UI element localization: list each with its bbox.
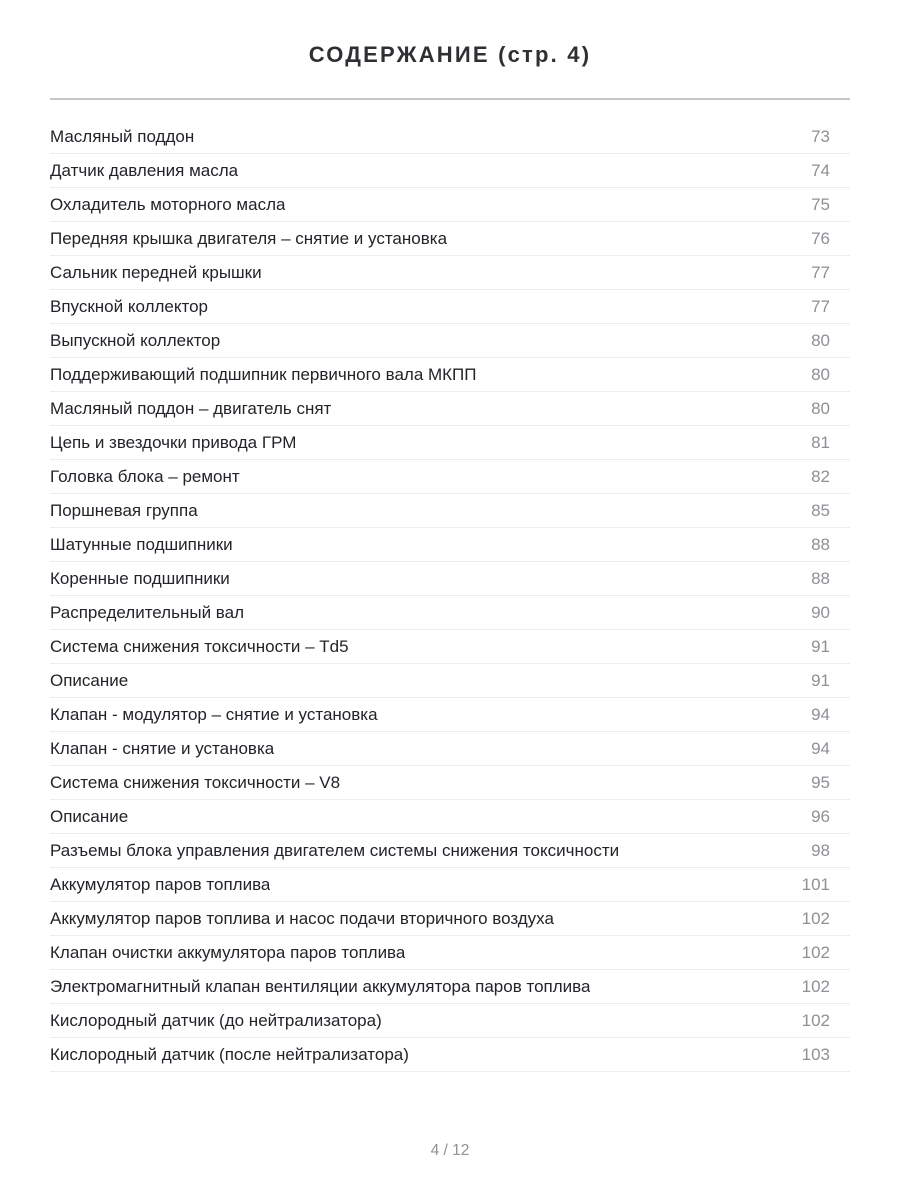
toc-entry-label: Распределительный вал	[50, 602, 244, 622]
toc-entry[interactable]	[50, 188, 850, 222]
toc-entry-page-number: 101	[801, 874, 830, 894]
toc-entry-label: Система снижения токсичности – V8	[50, 772, 341, 792]
toc-entry-page-number: 85	[811, 500, 830, 520]
toc-entry[interactable]	[50, 766, 850, 800]
page-indicator: 4 / 12	[430, 1142, 470, 1159]
toc-entry-page-number: 102	[801, 1010, 830, 1030]
toc-entry[interactable]	[50, 120, 850, 154]
toc-entry[interactable]	[50, 460, 850, 494]
toc-entry[interactable]	[50, 698, 850, 732]
toc-entry[interactable]	[50, 528, 850, 562]
toc-entry-label: Клапан - модулятор – снятие и установка	[50, 704, 378, 724]
toc-entry-label: Система снижения токсичности – Td5	[50, 636, 349, 656]
toc-entry-label: Разъемы блока управления двигателем системы снижения токсичности	[50, 840, 620, 860]
toc-entry-label: Головка блока – ремонт	[50, 466, 240, 486]
toc-entry[interactable]	[50, 562, 850, 596]
toc-entry-page-number: 94	[811, 704, 830, 724]
toc-entry[interactable]	[50, 936, 850, 970]
toc-entry-page-number: 77	[811, 296, 830, 316]
toc-entry-label: Передняя крышка двигателя – снятие и установка	[50, 228, 448, 248]
toc-entry-page-number: 81	[811, 432, 830, 452]
toc-entry-label: Аккумулятор паров топлива и насос подачи вторичного воздуха	[50, 908, 554, 928]
header-divider	[50, 98, 850, 100]
toc-entry-label: Впускной коллектор	[50, 296, 208, 316]
toc-entry-page-number: 76	[811, 228, 830, 248]
toc-entry[interactable]	[50, 834, 850, 868]
toc-entry[interactable]	[50, 324, 850, 358]
toc-entry-label: Цепь и звездочки привода ГРМ	[50, 432, 297, 452]
toc-entry-page-number: 88	[811, 534, 830, 554]
toc-entry[interactable]	[50, 426, 850, 460]
toc-entry-page-number: 95	[811, 772, 830, 792]
toc-entry-page-number: 91	[811, 670, 830, 690]
toc-entry-page-number: 90	[811, 602, 830, 622]
toc-entry[interactable]	[50, 494, 850, 528]
toc-entry[interactable]	[50, 596, 850, 630]
toc-entry-page-number: 88	[811, 568, 830, 588]
toc-entry-label: Сальник передней крышки	[50, 262, 262, 282]
toc-entry-page-number: 80	[811, 364, 830, 384]
toc-entry[interactable]	[50, 154, 850, 188]
toc-entry-page-number: 103	[801, 1044, 830, 1064]
toc-entry-label: Шатунные подшипники	[50, 534, 233, 554]
toc-entry-label: Поршневая группа	[50, 500, 198, 520]
toc-entry-label: Кислородный датчик (до нейтрализатора)	[50, 1010, 382, 1030]
toc-entry-label: Масляный поддон	[50, 126, 195, 146]
toc-entry-page-number: 91	[811, 636, 830, 656]
toc-entry-page-number: 82	[811, 466, 830, 486]
toc-entry-page-number: 94	[811, 738, 830, 758]
toc-entry[interactable]	[50, 222, 850, 256]
toc-entry[interactable]	[50, 290, 850, 324]
toc-entry[interactable]	[50, 902, 850, 936]
toc-entry-label: Электромагнитный клапан вентиляции аккумулятора паров топлива	[50, 976, 591, 996]
toc-entry[interactable]	[50, 868, 850, 902]
page-title: СОДЕРЖАНИЕ (стр. 4)	[308, 42, 592, 67]
toc-entry[interactable]	[50, 256, 850, 290]
toc-entry-page-number: 102	[801, 942, 830, 962]
toc-list	[50, 120, 850, 1072]
toc-entry-label: Датчик давления масла	[50, 160, 239, 180]
toc-entry-page-number: 98	[811, 840, 830, 860]
toc-entry[interactable]	[50, 1038, 850, 1072]
toc-entry[interactable]	[50, 664, 850, 698]
toc-entry-label: Клапан - снятие и установка	[50, 738, 275, 758]
toc-entry[interactable]	[50, 732, 850, 766]
toc-entry-label: Масляный поддон – двигатель снят	[50, 398, 332, 418]
toc-entry-label: Описание	[50, 670, 129, 690]
toc-entry[interactable]	[50, 970, 850, 1004]
toc-entry-page-number: 73	[811, 126, 830, 146]
toc-entry-label: Коренные подшипники	[50, 568, 230, 588]
toc-entry-label: Описание	[50, 806, 129, 826]
toc-entry-label: Аккумулятор паров топлива	[50, 874, 271, 894]
toc-entry-page-number: 77	[811, 262, 830, 282]
toc-entry-page-number: 75	[811, 194, 830, 214]
toc-entry-label: Кислородный датчик (после нейтрализатора)	[50, 1044, 409, 1064]
toc-entry-label: Охладитель моторного масла	[50, 194, 286, 214]
toc-entry-page-number: 96	[811, 806, 830, 826]
toc-entry[interactable]	[50, 630, 850, 664]
toc-entry-page-number: 102	[801, 908, 830, 928]
toc-entry-page-number: 80	[811, 330, 830, 350]
toc-entry-page-number: 74	[811, 160, 830, 180]
toc-entry-page-number: 80	[811, 398, 830, 418]
toc-content	[50, 0, 850, 1072]
toc-entry-label: Поддерживающий подшипник первичного вала МКПП	[50, 364, 477, 384]
toc-entry[interactable]	[50, 800, 850, 834]
toc-entry-label: Выпускной коллектор	[50, 330, 221, 350]
toc-entry-label: Клапан очистки аккумулятора паров топлива	[50, 942, 406, 962]
toc-entry-page-number: 102	[801, 976, 830, 996]
toc-entry[interactable]	[50, 1004, 850, 1038]
toc-entry[interactable]	[50, 392, 850, 426]
toc-entry[interactable]	[50, 358, 850, 392]
